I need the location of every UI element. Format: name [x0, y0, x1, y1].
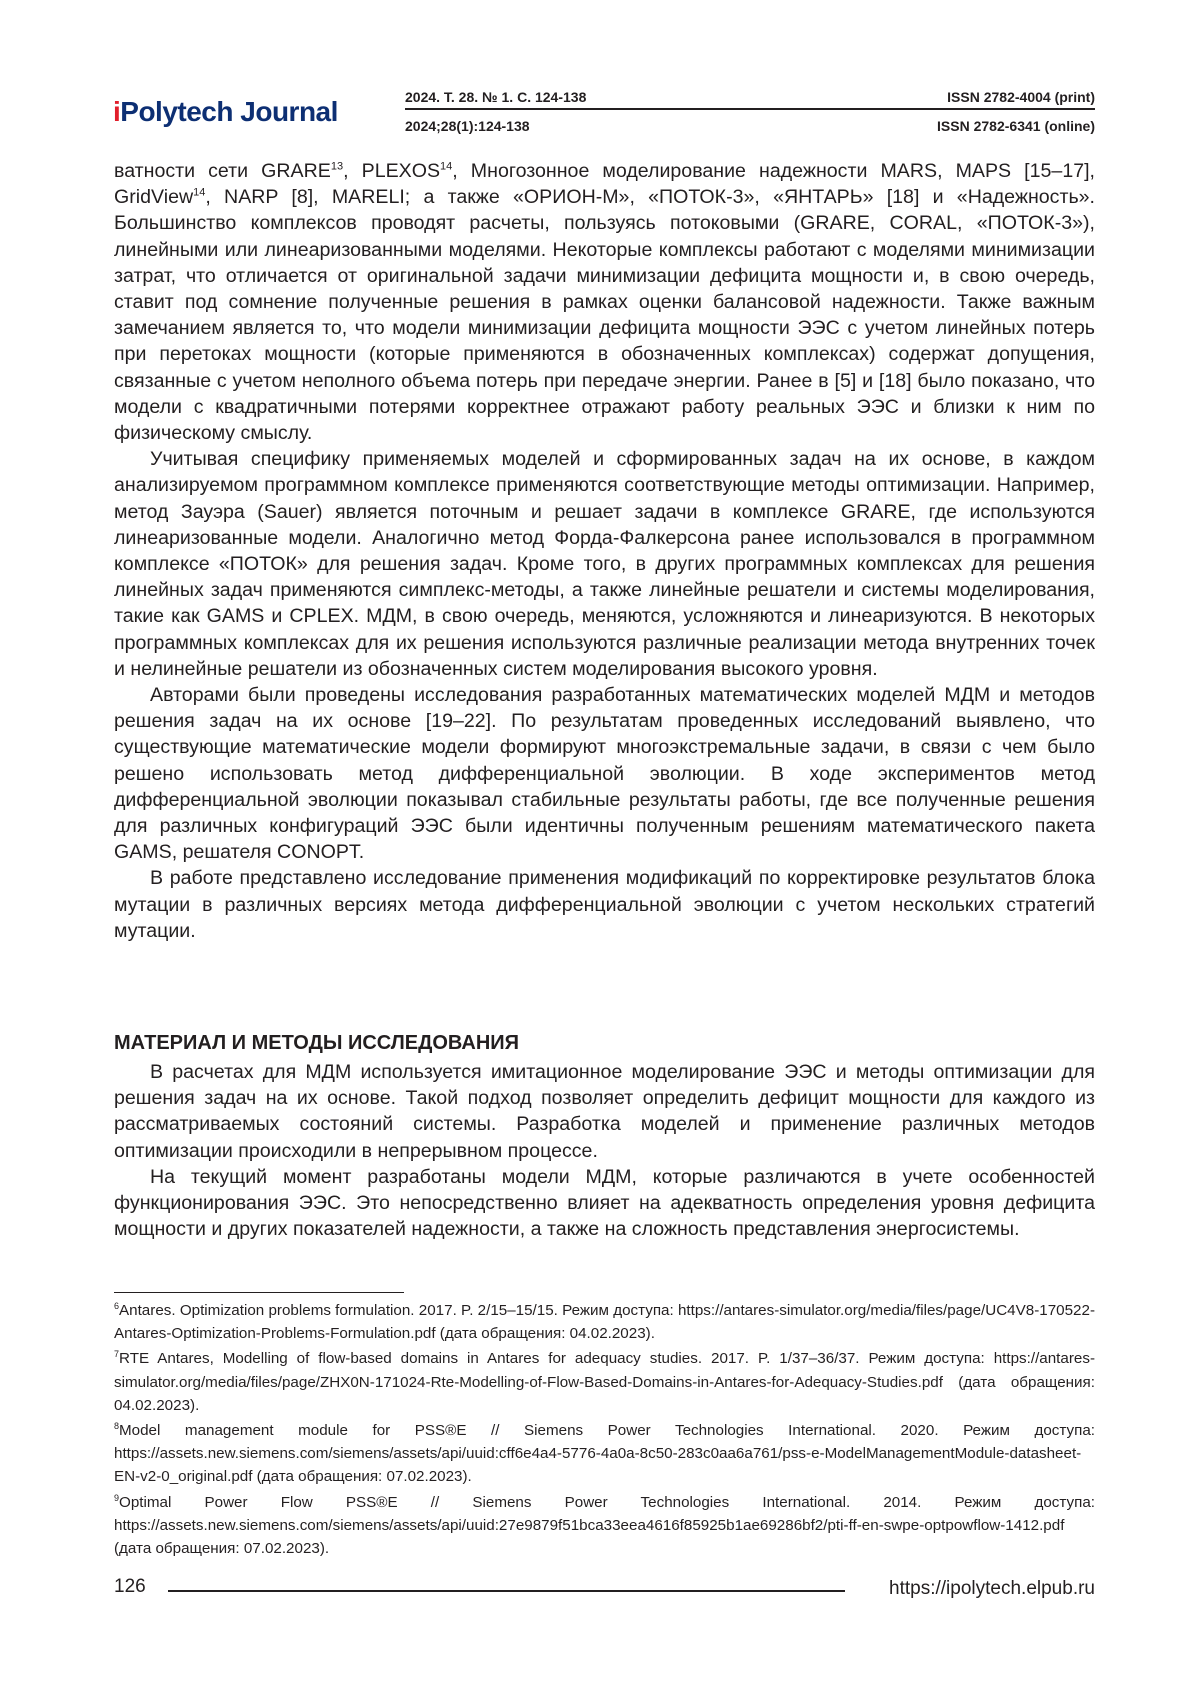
article-body: [114, 158, 1095, 944]
footer-divider: [168, 1590, 845, 1592]
paragraph: В расчетах для МДМ используется имитационное моделирование ЭЭС и методы оптимизации для решения задач на их основе. Такой подход позволяет определить дефицит мощности для каждого из рассматриваемых состояний системы. Разработка моделей и применение различных методов оптимизации происходили в непрерывном процессе.: [114, 1061, 1095, 1162]
footnote-ref: 14: [440, 160, 453, 173]
page-footer: [114, 1576, 1095, 1606]
paragraph: На текущий момент разработаны модели МДМ, которые различаются в учете особенностей функционирования ЭЭС. Это непосредственно влияет на адекватность определения уровня дефицита мощности и других показателей надежности, а также на сложность представления энергосистемы.: [114, 1165, 1095, 1241]
journal-url: https://ipolytech.elpub.ru: [889, 1578, 1095, 1599]
paragraph: Авторами были проведены исследования разработанных математических моделей МДМ и методов решения задач на их основе [19–22]. По результатам проведенных исследований выявлено, что существующие математические модели формируют многоэкстремальные задачи, в связи с чем было решено использовать метод дифференциальной эволюции. В ходе экспериментов метод дифференциальной эволюции показывал стабильные результаты работы, где все полученные решения для различных конфигураций ЭЭС были идентичны полученным решениям математического пакета GAMS, решателя CONOPT.: [114, 684, 1095, 864]
issn-online: ISSN 2782-6341 (online): [937, 118, 1095, 134]
footnote-text: Antares. Optimization problems formulation. 2017. P. 2/15–15/15. Режим доступа: https://antares-simulator.org/media/files/page/UC4V8-170522-Antares-Optimization-Problems-Formulation.pdf (дата обращения: 04.02.2023).: [114, 1302, 1095, 1343]
footnote-text: Optimal Power Flow PSS®E // Siemens Power Technologies International. 2014. Режим доступа: https://assets.new.siemens.com/siemens/assets/api/uuid:27e9879f51bca33eea4616f85925b1ae69286bf2/pti-ff-en-swpe-optpowflow-1412.pdf (дата обращения: 07.02.2023).: [114, 1493, 1095, 1558]
footnote-ref: 14: [193, 186, 206, 199]
footnote-number: 6: [114, 1300, 120, 1311]
footnote: [114, 1419, 1095, 1489]
text-run: , NARP [8], MARELI; а также «ОРИОН-М», «ПОТОК-3», «ЯНТАРЬ» [18] и «Надежность». Большинство комплексов проводят расчеты, пользуясь потоковыми (GRARE, CORAL, «ПОТОК-3»), линейными или линеаризованными моделями. Некоторые комплексы работают с моделями минимизации затрат, что отличается от оригинальной задачи минимизации дефицита мощности и, в свою очередь, ставит под сомнение полученные решения в рамках оценки балансовой надежности. Также важным замечанием является то, что модели минимизации дефицита мощности ЭЭС с учетом линейных потерь при перетоках мощности (которые применяются в обозначенных комплексах) содержат допущения, связанные с учетом неполного объема потерь при передаче энергии. Ранее в [5] и [18] было показано, что модели с квадратичными потерями корректнее отражают работу реальных ЭЭС и близки к ним по физическому смыслу.: [114, 186, 1095, 445]
footnotes: [114, 1299, 1095, 1562]
footnote: [114, 1347, 1095, 1417]
footnote: [114, 1299, 1095, 1345]
footnote-text: Model management module for PSS®E // Siemens Power Technologies International. 2020. Режим доступа: https://assets.new.siemens.com/siemens/assets/api/uuid:cff6e4a4-5776-4a0a-8c50-283c0aa6a761/pss-e-ModelManagementModule-datasheet-EN-v2-0_original.pdf (дата обращения: 07.02.2023).: [114, 1422, 1095, 1486]
footnote-ref: 13: [330, 160, 344, 173]
journal-logo: [113, 96, 338, 128]
footnote-text: RTE Antares, Modelling of flow-based domains in Antares for adequacy studies. 2017. P. 1/37–36/37. Режим доступа: https://antares-simulator.org/media/files/page/ZHX0N-171024-Rte-Modelling-of-Flow-Based-Domains-in-Antares-for-Adequacy-Studies.pdf (дата обращения: 04.02.2023).: [114, 1350, 1095, 1414]
citation-en: 2024;28(1):124-138: [405, 118, 530, 134]
paragraph-continued: [114, 158, 1095, 446]
paragraph: Учитывая специфику применяемых моделей и сформированных задач на их основе, в каждом анализируемом программном комплексе применяются соответствующие методы оптимизации. Например, метод Зауэра (Sauer) является поточным и решает задачи в комплексе GRARE, где используются линеаризованные модели. Аналогично метод Форда-Фалкерсона ранее использовался в программном комплексе «ПОТОК» для решения задач. Кроме того, в других программных комплексах для решения линейных задач применяются симплекс-методы, а также линейные решатели и системы моделирования, такие как GAMS и CPLEX. МДМ, в свою очередь, меняются, усложняются и линеаризуются. В некоторых программных комплексах для их решения используются различные реализации метода внутренних точек и нелинейные решатели из обозначенных систем моделирования высокого уровня.: [114, 448, 1095, 680]
section-heading: МАТЕРИАЛ И МЕТОДЫ ИССЛЕДОВАНИЯ: [114, 1032, 520, 1054]
logo-name: Polytech Journal: [120, 96, 338, 127]
section-body: [114, 1059, 1095, 1242]
issn-print: ISSN 2782-4004 (print): [947, 89, 1095, 105]
text-run: ватности сети GRARE: [114, 160, 331, 182]
footnote: [114, 1491, 1095, 1561]
footnote-number: 9: [114, 1492, 120, 1503]
citation-ru: 2024. Т. 28. № 1. С. 124-138: [405, 89, 587, 105]
text-run: , PLEXOS: [343, 160, 441, 182]
paragraph: В работе представлено исследование применения модификаций по корректировке результатов блока мутации в различных версиях метода дифференциальной эволюции с учетом нескольких стратегий мутации.: [114, 867, 1095, 942]
text-run: , Многозонное моделирование надежности MARS, MAPS [15–17], GridView: [114, 160, 1095, 209]
page-header: [113, 86, 1095, 138]
footnote-number: 8: [114, 1420, 120, 1431]
footnote-divider: [114, 1292, 404, 1293]
header-divider: [405, 108, 1095, 110]
logo-prefix: i: [113, 96, 121, 127]
page-number: 126: [114, 1576, 146, 1597]
footnote-number: 7: [114, 1349, 120, 1360]
